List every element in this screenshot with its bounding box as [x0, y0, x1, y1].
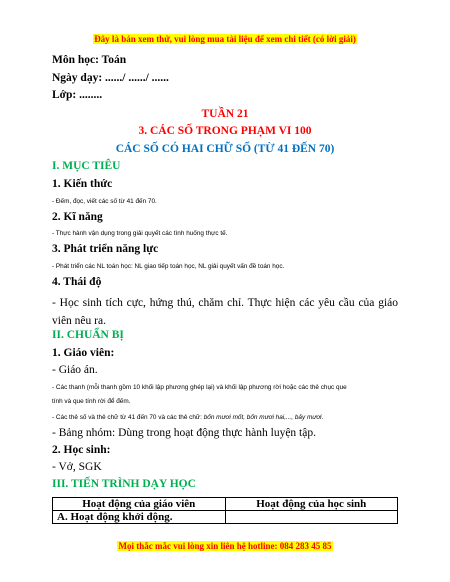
teacher-item: - Các thanh (mỗi thanh gồm 10 khối lập phương ghép lại) và khối lập phương rời hoặc các thẻ chục que [52, 384, 347, 391]
table-header-student: Hoạt động của học sinh [225, 498, 398, 511]
table-header-teacher: Hoạt động của giáo viên [53, 498, 226, 511]
teacher-item: - Các thẻ số và thẻ chữ từ 41 đến 70 và các thẻ chữ: bốn mươi mốt, bốn mươi hai,..., bảy mươi. [52, 414, 324, 421]
section-preparation-heading: II. CHUẨN BỊ [52, 329, 124, 341]
class-line: Lớp: ........ [52, 89, 103, 101]
attitude-heading: 4. Thái độ [52, 276, 102, 288]
competence-text: - Phát triển các NL toán học: NL giao tiếp toán học, NL giải quyết vấn đề toán học. [52, 263, 285, 270]
section-objectives-heading: I. MỤC TIÊU [52, 160, 121, 172]
activity-table [52, 497, 398, 524]
teacher-heading: 1. Giáo viên: [52, 347, 115, 359]
teacher-item: - Bảng nhóm: Dùng trong hoạt động thực hành luyện tập. [52, 427, 316, 439]
competence-heading: 3. Phát triển năng lực [52, 243, 159, 255]
subject-line: Môn học: Toán [52, 54, 127, 66]
header-banner: Đây là bản xem thử, vui lòng mua tài liệu để xem chi tiết (có lời giải) [94, 34, 356, 44]
date-line: Ngày dạy: ....../ ....../ ...... [52, 72, 169, 84]
table-header-row [53, 498, 398, 511]
teacher-item: - Giáo án. [52, 364, 98, 376]
table-cell [225, 511, 398, 524]
knowledge-text: - Đếm, đọc, viết các số từ 41 đến 70. [52, 198, 157, 205]
table-row [53, 511, 398, 524]
skills-text: - Thực hành vận dụng trong giải quyết các tình huống thực tế. [52, 230, 228, 237]
week-title: TUẦN 21 [201, 108, 249, 120]
footer-banner: Mọi thắc mắc vui lòng xin liên hệ hotline: 084 283 45 85 [118, 541, 332, 551]
attitude-text: - Học sinh tích cực, hứng thú, chăm chỉ. Thực hiện các yêu cầu của giáo viên nêu ra. [52, 297, 398, 327]
table-cell: A. Hoạt động khởi động. [53, 511, 226, 524]
student-heading: 2. Học sinh: [52, 444, 111, 456]
lesson-title: CÁC SỐ CÓ HAI CHỮ SỐ (TỪ 41 ĐẾN 70) [115, 143, 335, 155]
section-process-heading: III. TIẾN TRÌNH DẠY HỌC [52, 478, 196, 490]
skills-heading: 2. Kĩ năng [52, 211, 103, 223]
knowledge-heading: 1. Kiến thức [52, 178, 113, 190]
student-item: - Vở, SGK [52, 461, 102, 473]
chapter-title: 3. CÁC SỐ TRONG PHẠM VI 100 [138, 125, 312, 137]
teacher-item: tính và que tính rời để đếm. [52, 398, 131, 405]
